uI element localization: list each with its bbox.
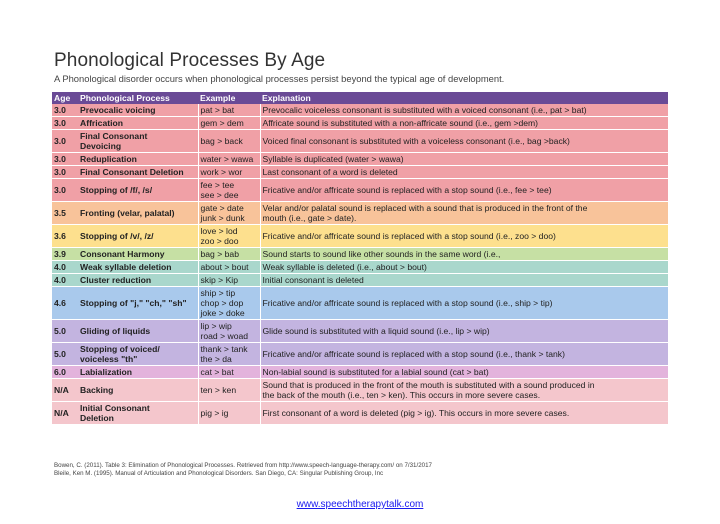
cell-example-line: skip > Kip xyxy=(200,275,238,285)
cell-example xyxy=(198,287,260,320)
cell-explanation xyxy=(260,179,668,202)
cell-process-line: voiceless "th" xyxy=(80,354,138,364)
cell-process xyxy=(78,402,198,425)
cell-example-line: see > dee xyxy=(200,190,239,200)
cell-example-line: about > bout xyxy=(200,262,249,272)
cell-example xyxy=(198,379,260,402)
cell-process xyxy=(78,320,198,343)
table-row xyxy=(52,179,668,202)
cell-age: 3.9 xyxy=(52,248,78,261)
cell-process-line: Prevocalic voicing xyxy=(80,105,156,115)
cell-age: 3.0 xyxy=(52,117,78,130)
cell-example-line: fee > tee xyxy=(200,180,235,190)
table-row xyxy=(52,343,668,366)
citation-bleile: Bleile, Ken M. (1995). Manual of Articulation and Phonological Disorders. San Diego, CA: Singular Publishing Group, Inc xyxy=(54,470,384,477)
cell-explanation-line: Fricative and/or affricate sound is replaced with a stop sound (i.e., fee > tee) xyxy=(262,185,552,195)
cell-process-line: Deletion xyxy=(80,413,114,423)
cell-process-line: Cluster reduction xyxy=(80,275,152,285)
cell-example xyxy=(198,117,260,130)
cell-example-line: bag > bab xyxy=(200,249,239,259)
table-row xyxy=(52,274,668,287)
cell-age: 4.0 xyxy=(52,261,78,274)
cell-process xyxy=(78,166,198,179)
cell-example xyxy=(198,153,260,166)
cell-explanation-line: Weak syllable is deleted (i.e., about > bout) xyxy=(262,262,427,272)
cell-explanation xyxy=(260,153,668,166)
cell-age: 3.5 xyxy=(52,202,78,225)
cell-example-line: gate > date xyxy=(200,203,244,213)
cell-explanation-line: Voiced final consonant is substituted with a voiceless consonant (i.e., bag >back) xyxy=(262,136,570,146)
cell-example xyxy=(198,248,260,261)
cell-example-line: pig > ig xyxy=(200,408,229,418)
cell-example xyxy=(198,130,260,153)
cell-explanation xyxy=(260,117,668,130)
cell-explanation xyxy=(260,379,668,402)
cell-age: N/A xyxy=(52,402,78,425)
cell-explanation-line: Velar and/or palatal sound is replaced with a sound that is produced in the front of the xyxy=(262,203,588,213)
cell-explanation-line: Sound starts to sound like other sounds in the same word (i.e., xyxy=(262,249,501,259)
cell-explanation xyxy=(260,274,668,287)
cell-example-line: cat > bat xyxy=(200,367,234,377)
cell-process xyxy=(78,379,198,402)
cell-explanation xyxy=(260,261,668,274)
cell-age: 3.0 xyxy=(52,130,78,153)
table-row xyxy=(52,320,668,343)
table-row xyxy=(52,202,668,225)
table-row xyxy=(52,379,668,402)
cell-example xyxy=(198,104,260,117)
table-row xyxy=(52,225,668,248)
cell-process xyxy=(78,117,198,130)
cell-example xyxy=(198,320,260,343)
cell-example-line: water > wawa xyxy=(200,154,254,164)
cell-age: 3.0 xyxy=(52,179,78,202)
cell-example xyxy=(198,202,260,225)
cell-example xyxy=(198,166,260,179)
cell-process-line: Backing xyxy=(80,385,114,395)
cell-process xyxy=(78,343,198,366)
cell-age: 5.0 xyxy=(52,320,78,343)
cell-age: 5.0 xyxy=(52,343,78,366)
cell-explanation-line: Sound that is produced in the front of the mouth is substituted with a sound produced in xyxy=(262,380,595,390)
cell-process-line: Fronting (velar, palatal) xyxy=(80,208,175,218)
cell-example-line: the > da xyxy=(200,354,232,364)
citation-bowen: Bowen, C. (2011). Table 3: Elimination of Phonological Processes. Retrieved from http://www.speech-language-therapy.com/ on 7/31/2017 xyxy=(54,462,432,469)
cell-process xyxy=(78,104,198,117)
cell-example-line: lip > wip xyxy=(200,321,232,331)
cell-example-line: zoo > doo xyxy=(200,236,239,246)
cell-process xyxy=(78,248,198,261)
cell-process-line: Stopping of /v/, /z/ xyxy=(80,231,154,241)
cell-process-line: Stopping of "j," "ch," "sh" xyxy=(80,298,187,308)
cell-explanation-line: Glide sound is substituted with a liquid sound (i.e., lip > wip) xyxy=(262,326,490,336)
cell-age: 3.6 xyxy=(52,225,78,248)
table-row xyxy=(52,287,668,320)
cell-example-line: chop > dop xyxy=(200,298,244,308)
cell-process-line: Gliding of liquids xyxy=(80,326,151,336)
cell-example xyxy=(198,179,260,202)
cell-age: 3.0 xyxy=(52,153,78,166)
header-example: Example xyxy=(198,92,260,104)
cell-process-line: Devoicing xyxy=(80,141,122,151)
cell-explanation xyxy=(260,166,668,179)
cell-example-line: work > wor xyxy=(200,167,243,177)
cell-explanation xyxy=(260,225,668,248)
cell-example-line: ship > tip xyxy=(200,288,236,298)
cell-process xyxy=(78,153,198,166)
cell-example xyxy=(198,274,260,287)
cell-explanation-line: Fricative and/or affricate sound is replaced with a stop sound (i.e., thank > tank) xyxy=(262,349,565,359)
cell-example xyxy=(198,343,260,366)
table-row xyxy=(52,402,668,425)
cell-process-line: Reduplication xyxy=(80,154,137,164)
cell-example xyxy=(198,402,260,425)
cell-process xyxy=(78,202,198,225)
cell-example-line: thank > tank xyxy=(200,344,248,354)
cell-age: 6.0 xyxy=(52,366,78,379)
page-title: Phonological Processes By Age xyxy=(54,50,326,71)
cell-explanation xyxy=(260,366,668,379)
cell-example xyxy=(198,261,260,274)
cell-process xyxy=(78,261,198,274)
cell-process xyxy=(78,366,198,379)
cell-process-line: Stopping of voiced/ xyxy=(80,344,160,354)
cell-explanation-line: Syllable is duplicated (water > wawa) xyxy=(262,154,404,164)
cell-process-line: Stopping of /f/, /s/ xyxy=(80,185,153,195)
cell-process xyxy=(78,225,198,248)
cell-explanation xyxy=(260,287,668,320)
table-header-row xyxy=(52,92,668,104)
cell-process xyxy=(78,179,198,202)
cell-age: 4.0 xyxy=(52,274,78,287)
cell-explanation-line: Prevocalic voiceless consonant is substituted with a voiced consonant (i.e., pat > bat) xyxy=(262,105,587,115)
cell-example xyxy=(198,366,260,379)
cell-example-line: ten > ken xyxy=(200,385,237,395)
table-row xyxy=(52,153,668,166)
cell-explanation-line: Initial consonant is deleted xyxy=(262,275,364,285)
cell-process xyxy=(78,287,198,320)
table-row xyxy=(52,366,668,379)
cell-explanation xyxy=(260,343,668,366)
cell-example-line: joke > doke xyxy=(200,308,245,318)
cell-explanation-line: Fricative and/or affricate sound is replaced with a stop sound (i.e., ship > tip) xyxy=(262,298,553,308)
header-explanation: Explanation xyxy=(260,92,668,104)
cell-explanation-line: Last consonant of a word is deleted xyxy=(262,167,398,177)
table-row xyxy=(52,166,668,179)
cell-process-line: Initial Consonant xyxy=(80,403,150,413)
cell-example-line: love > lod xyxy=(200,226,238,236)
cell-example-line: bag > back xyxy=(200,136,243,146)
cell-process-line: Weak syllable deletion xyxy=(80,262,172,272)
header-process: Phonological Process xyxy=(78,92,198,104)
cell-explanation xyxy=(260,130,668,153)
cell-process-line: Consonant Harmony xyxy=(80,249,165,259)
cell-age: 4.6 xyxy=(52,287,78,320)
table-row xyxy=(52,261,668,274)
cell-explanation-line: the back of the mouth (i.e., ten > ken). This occurs in more severe cases. xyxy=(262,390,541,400)
cell-process-line: Final Consonant xyxy=(80,131,148,141)
cell-explanation xyxy=(260,202,668,225)
cell-explanation xyxy=(260,402,668,425)
cell-example xyxy=(198,225,260,248)
table-row xyxy=(52,130,668,153)
table-row xyxy=(52,248,668,261)
header-age: Age xyxy=(52,92,78,104)
cell-process-line: Final Consonant Deletion xyxy=(80,167,184,177)
table-body xyxy=(52,104,668,425)
cell-process xyxy=(78,130,198,153)
cell-age: 3.0 xyxy=(52,166,78,179)
cell-age: 3.0 xyxy=(52,104,78,117)
cell-process-line: Labialization xyxy=(80,367,133,377)
cell-example-line: pat > bat xyxy=(200,105,235,115)
phonological-processes-table xyxy=(52,92,668,425)
page-subtitle: A Phonological disorder occurs when phonological processes persist beyond the typical age of development. xyxy=(54,73,505,84)
website-link[interactable]: www.speechtherapytalk.com xyxy=(296,499,424,510)
table-row xyxy=(52,117,668,130)
cell-example-line: road > woad xyxy=(200,331,249,341)
cell-explanation xyxy=(260,320,668,343)
cell-explanation-line: Fricative and/or affricate sound is replaced with a stop sound (i.e., zoo > doo) xyxy=(262,231,556,241)
cell-example-line: junk > dunk xyxy=(200,213,245,223)
cell-explanation xyxy=(260,248,668,261)
cell-explanation-line: Affricate sound is substituted with a non-affricate sound (i.e., gem >dem) xyxy=(262,118,539,128)
cell-process-line: Affrication xyxy=(80,118,123,128)
cell-explanation-line: First consonant of a word is deleted (pig > ig). This occurs in more severe cases. xyxy=(262,408,570,418)
cell-explanation-line: mouth (i.e., gate > date). xyxy=(262,213,357,223)
cell-process xyxy=(78,274,198,287)
table-row xyxy=(52,104,668,117)
cell-example-line: gem > dem xyxy=(200,118,244,128)
cell-age: N/A xyxy=(52,379,78,402)
cell-explanation-line: Non-labial sound is substituted for a labial sound (cat > bat) xyxy=(262,367,489,377)
cell-explanation xyxy=(260,104,668,117)
